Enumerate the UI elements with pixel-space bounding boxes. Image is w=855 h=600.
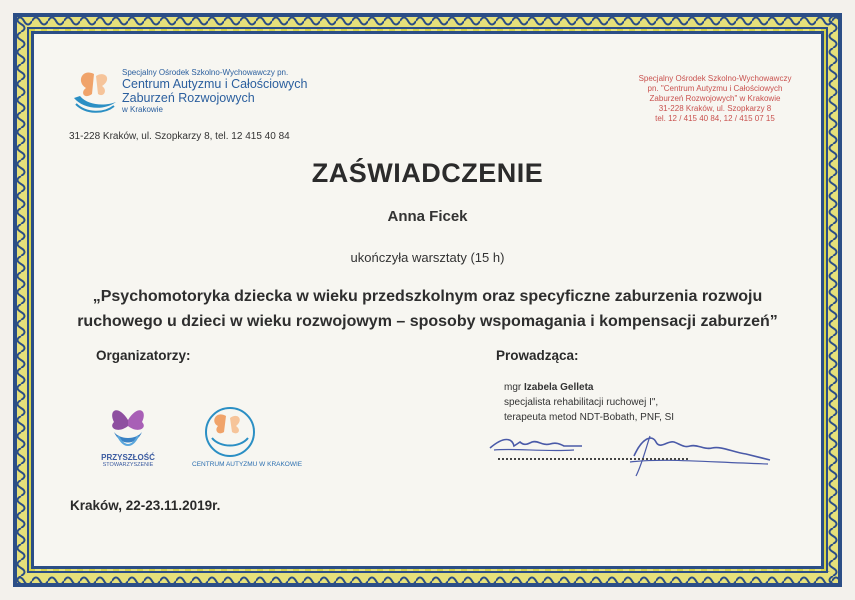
centrum-autyzmu-circle-logo xyxy=(186,396,303,472)
institution-stamp xyxy=(630,74,800,124)
lead-role2: terapeuta metod NDT-Bobath, PNF, SI xyxy=(504,412,675,423)
address: 31-228 Kraków, ul. Szopkarzy 8, tel. 12 415 40 84 xyxy=(69,131,290,142)
organizers-label: Organizatorzy: xyxy=(96,348,191,363)
completion-text: ukończyła warsztaty (15 h) xyxy=(350,250,505,265)
certificate-title: ZAŚWIADCZENIE xyxy=(311,158,544,188)
lead-name: Izabela Gelleta xyxy=(524,382,594,393)
butterfly-icon xyxy=(108,402,148,448)
butterfly-hand-icon xyxy=(72,68,118,116)
handwritten-signature xyxy=(484,428,774,478)
logo-line1: Specjalny Ośrodek Szkolno-Wychowawczy pn. xyxy=(122,68,289,77)
lead-role1: specjalista rehabilitacji ruchowej I", xyxy=(504,397,659,408)
przyszlosc-name: PRZYSZŁOŚĆ xyxy=(101,453,155,462)
lead-label: Prowadząca: xyxy=(496,348,579,363)
lead-info xyxy=(504,380,674,425)
stamp-line1: Specjalny Ośrodek Szkolno-Wychowawczy xyxy=(638,74,792,83)
signature-line xyxy=(498,458,688,460)
recipient-name: Anna Ficek xyxy=(387,208,468,225)
course-line2: ruchowego u dzieci w wieku rozwojowym – sposoby wspomagania i kompensacji zaburzeń” xyxy=(77,313,778,330)
stamp-line3: Zaburzeń Rozwojowych" w Krakowie xyxy=(649,94,781,103)
stamp-line5: tel. 12 / 415 40 84, 12 / 415 07 15 xyxy=(655,114,775,123)
przyszlosc-sub: STOWARZYSZENIE xyxy=(102,462,154,468)
stamp-line2: pn. "Centrum Autyzmu i Całościowych xyxy=(647,84,783,93)
lead-prefix: mgr xyxy=(504,382,522,393)
course-line1: „Psychomotoryka dziecka w wieku przedszkolnym oraz specyficzne zaburzenia rozwoju xyxy=(92,288,763,305)
logo-line4: w Krakowie xyxy=(122,105,163,114)
city-date: Kraków, 22-23.11.2019r. xyxy=(70,498,221,513)
centrum-autyzmu-arc-text: CENTRUM AUTYZMU W KRAKOWIE xyxy=(192,461,303,468)
centrum-autyzmu-logo xyxy=(186,396,303,477)
header-logo xyxy=(72,68,308,121)
logo-line2: Centrum Autyzmu i Całościowych xyxy=(122,77,308,91)
logo-line3: Zaburzeń Rozwojowych xyxy=(122,91,255,105)
stamp-line4: 31-228 Kraków, ul. Szopkarzy 8 xyxy=(658,104,772,113)
przyszlosc-logo xyxy=(98,402,158,468)
course-title xyxy=(60,284,795,334)
